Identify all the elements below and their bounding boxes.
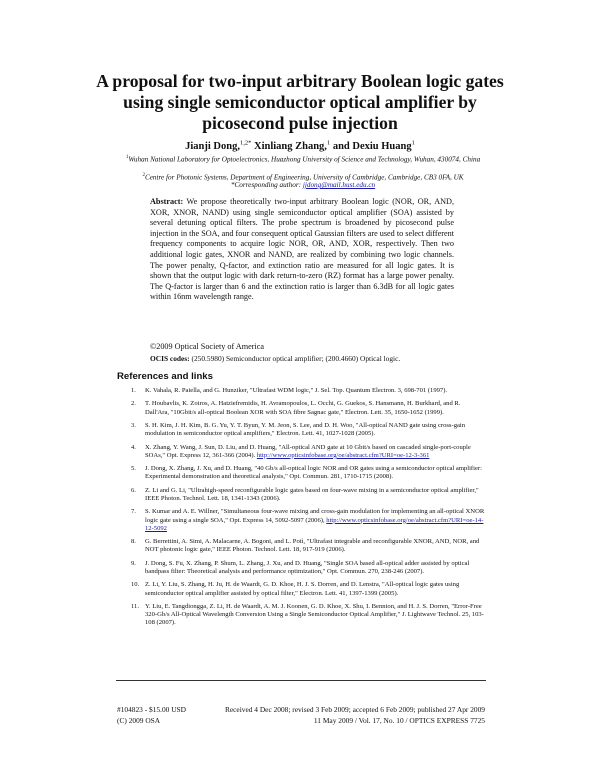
reference-item: 10. Z. Li, Y. Liu, S. Zhang, H. Ju, H. de Waardt, G. D. Khoe, H. J. S. Dorren, and D. Lenstra, "All-optical logic gates using semiconductor optical amplifier assisted by optical filter," Electron. Lett. 41, 1397-1399 (2005).	[131, 581, 460, 597]
reference-item: 2. T. Houbavlis, K. Zoiros, A. Hatziefremidis, H. Avramopoulos, L. Occhi, G. Guekos, S. Hansmann, H. Burkhard, and R. Dall'Ara, "10Gbit/s all-optical Boolean XOR with SOA fibre Sagnac gate," Electron. Lett. 35, 1650-1652 (1999).	[131, 400, 461, 416]
author-3: and Dexiu Huang$^1$	[332, 139, 415, 152]
author-line	[120, 139, 480, 152]
reference-list	[117, 387, 485, 633]
reference-url-link[interactable]: http://www.opticsinfobase.org/oe/abstract.cfm?URI=oe-12-3-361	[256, 451, 430, 459]
reference-url-link[interactable]: http://www.opticsinfobase.org/oe/abstract.cfm?URI=oe-14-12-5092	[145, 516, 484, 532]
footer-divider	[116, 680, 486, 681]
ocis-codes: OCIS codes: (250.5980) Semiconductor optical amplifier; (200.4660) Optical logic.	[150, 354, 401, 363]
author-1: Jianji Dong,$^{1,2*}$	[185, 139, 252, 152]
copyright-notice: ©2009 Optical Society of America	[150, 342, 264, 351]
reference-item: 9. J. Dong, S. Fu, X. Zhang, P. Shum, L. Zhang, J. Xu, and D. Huang, "Single SOA based all-optical adder assisted by optical bandpass filter: Theoretical analysis and performance optimization," Opt. Commun. 270, 238-246 (2007).	[131, 559, 470, 575]
references-heading: References and links	[117, 371, 213, 382]
reference-item: 3. S. H. Kim, J. H. Kim, B. G. Yu, Y. T. Byun, Y. M. Jeon, S. Lee, and D. H. Woo, "All-optical NAND gate using cross-gain modulation in semiconductor optical amplifiers," Electron. Lett. 41, 1027-1028 (2005).	[131, 421, 466, 438]
footer-copyright: (C) 2009 OSA	[117, 716, 161, 725]
corresponding-email-link[interactable]: jjdong@mail.hust.edu.cn	[302, 181, 376, 189]
abstract	[150, 197, 454, 303]
reference-item: 5. J. Dong, X. Zhang, J. Xu, and D. Huang, "40 Gb/s all-optical logic NOR and OR gates using a semiconductor optical amplifier: Experimental demonstration and theoretical analysis," Opt. Commun. 281, 1710-1715 (2008).	[131, 465, 482, 481]
footer-journal-info: 11 May 2009 / Vol. 17, No. 10 / OPTICS EXPRESS 7725	[313, 716, 485, 725]
abstract-text: We propose theoretically two-input arbitrary Boolean logic (NOR, OR, AND, XOR, XNOR, NAND) using single semiconductor optical amplifier (SOA) assisted by several detuning optical filters. The probe spectrum is broadened by picosecond pulse injection in the SOA, and four consequent optical Gaussian filters are used to select different frequency components to acquire logic NOR, OR, AND, XOR, respectively. Then two additional logic gates, XNOR and NAND, are realized by combining two logic channels. The power penalty, Q-factor, and extinction ratio are measured for all logic gates. It is shown that the output logic with dark return-to-zero (RZ) format has a large power penalty. The Q-factor is larger than 6 and the extinction ratio is larger than 6.3dB for all logic gates within 16nm wavelength range.	[150, 197, 454, 302]
reference-item: 8. G. Berrettini, A. Simi, A. Malacarne, A. Bogoni, and L. Potì, "Ultrafast integrable and reconfigurable XNOR, AND, NOR, and NOT photonic logic gate," IEEE Photon. Technol. Lett. 18, 917-919 (2006).	[131, 538, 480, 554]
author-2: Xinliang Zhang,$^1$	[253, 139, 331, 152]
reference-item: 6. Z. Li and G. Li, "Ultrahigh-speed reconfigurable logic gates based on four-wave mixing in a semiconductor optical amplifier," IEEE Photon. Technol. Lett. 18, 1341-1343 (2006).	[131, 486, 479, 502]
corresponding-author: *Corresponding author: jjdong@mail.hust.edu.cn	[230, 181, 376, 189]
reference-item: 4. X. Zhang, Y. Wang, J. Sun, D. Liu, and D. Huang, "All-optical AND gate at 10 Gbit/s based on cascaded single-port-couple SOAs," Opt. Express 12, 361-366 (2004). http://www.opticsinfobase.org/oe/abstract.cfm?URI=oe-12-3-361	[131, 443, 471, 459]
affiliation-1: $^1$Wuhan National Laboratory for Optoelectronics, Huazhong University of Science and Technology, Wuhan, 430074, China	[125, 155, 481, 164]
footer-article-id: #104823 - $15.00 USD	[117, 705, 186, 714]
reference-item: 1. K. Vahala, R. Paiella, and G. Hunziker, "Ultrafast WDM logic," J. Sel. Top. Quantum Electron. 3, 698-701 (1997).	[131, 387, 448, 394]
paper-title: A proposal for two-input arbitrary Boolean logic gates using single semiconductor optical amplifier by picosecond pulse injection	[96, 71, 504, 133]
footer-dates: Received 4 Dec 2008; revised 3 Feb 2009; accepted 6 Feb 2009; published 27 Apr 2009	[224, 705, 485, 714]
affiliation-2: $^2$Centre for Photonic Systems, Department of Engineering, University of Cambridge, Cambridge, CB3 0FA, UK	[142, 173, 464, 182]
abstract-label: Abstract:	[150, 197, 184, 206]
reference-item: 7. S. Kumar and A. E. Willner, "Simultaneous four-wave mixing and cross-gain modulation for implementing an all-optical XNOR logic gate using a single SOA," Opt. Express 14, 5092-5097 (2006), http://www.opticsinfobase.org/oe/abstract.cfm?URI=oe-14-12-5092	[131, 508, 485, 532]
reference-item: 11. Y. Liu, E. Tangdiongga, Z. Li, H. de Waardt, A. M. J. Koonen, G. D. Khoe, X. Shu, I. Bennion, and H. J. S. Dorren, "Error-Free 320-Gb/s All-Optical Wavelength Conversion Using a Single Semiconductor Optical Amplifier," J. Lightwave Technol. 25, 103-108 (2007).	[131, 602, 484, 627]
